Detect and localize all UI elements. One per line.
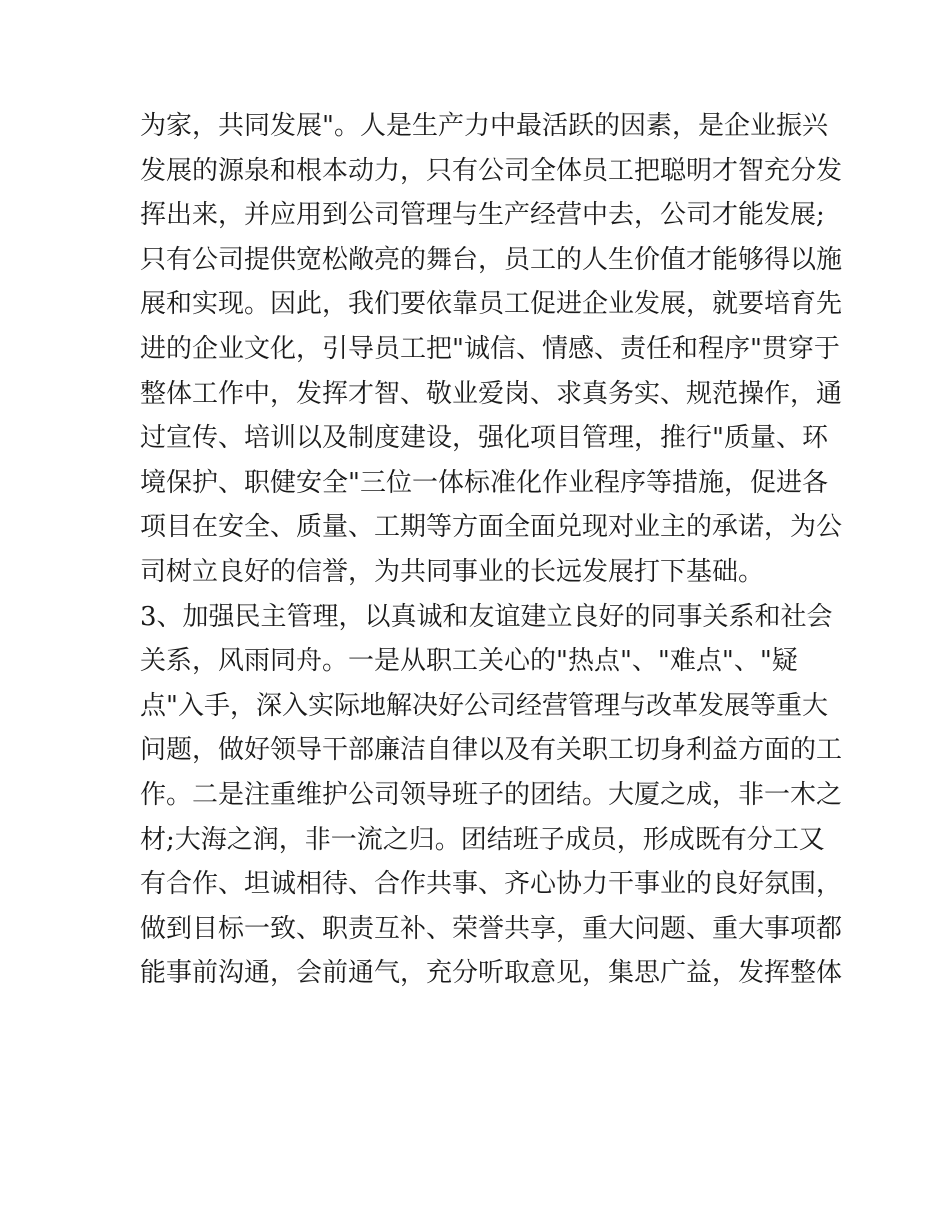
text-line: 点"入手，深入实际地解决好公司经营管理与改革发展等重大 [140, 690, 828, 721]
text-line: 3、加强民主管理，以真诚和友谊建立良好的同事关系和社会 [140, 601, 833, 632]
text-line: 项目在安全、质量、工期等方面全面兑现对业主的承诺，为公 [140, 512, 843, 543]
text-line: 有合作、坦诚相待、合作共事、齐心协力干事业的良好氛围， [140, 869, 843, 900]
text-line: 做到目标一致、职责互补、荣誉共享，重大问题、重大事项都 [140, 913, 843, 944]
text-line: 展和实现。因此，我们要依靠员工促进企业发展，就要培育先 [140, 289, 843, 320]
text-line: 为家，共同发展"。人是生产力中最活跃的因素，是企业振兴 [140, 111, 828, 141]
text-line: 关系，风雨同舟。一是从职工关心的"热点"、"难点"、"疑 [140, 646, 798, 677]
text-line: 过宣传、培训以及制度建设，强化项目管理，推行"质量、环 [140, 423, 828, 454]
text-line: 只有公司提供宽松敞亮的舞台，员工的人生价值才能够得以施 [140, 244, 843, 275]
text-line: 进的企业文化，引导员工把"诚信、情感、责任和程序"贯穿于 [140, 333, 840, 364]
text-line: 发展的源泉和根本动力，只有公司全体员工把聪明才智充分发 [140, 155, 843, 186]
text-line: 作。二是注重维护公司领导班子的团结。大厦之成，非一木之 [140, 779, 843, 810]
text-line: 司树立良好的信誉，为共同事业的长远发展打下基础。 [140, 556, 765, 587]
text-line: 境保护、职健安全"三位一体标准化作业程序等措施，促进各 [140, 467, 828, 498]
text-line: 材;大海之润，非一流之归。团结班子成员，形成既有分工又 [140, 824, 825, 855]
body-text [140, 104, 843, 996]
text-line: 挥出来，并应用到公司管理与生产经营中去，公司才能发展; [140, 200, 825, 231]
text-line: 问题，做好领导干部廉洁自律以及有关职工切身利益方面的工 [140, 735, 843, 766]
text-line: 能事前沟通，会前通气，充分听取意见，集思广益，发挥整体 [140, 958, 843, 989]
text-line: 整体工作中，发挥才智、敬业爱岗、求真务实、规范操作，通 [140, 378, 843, 409]
